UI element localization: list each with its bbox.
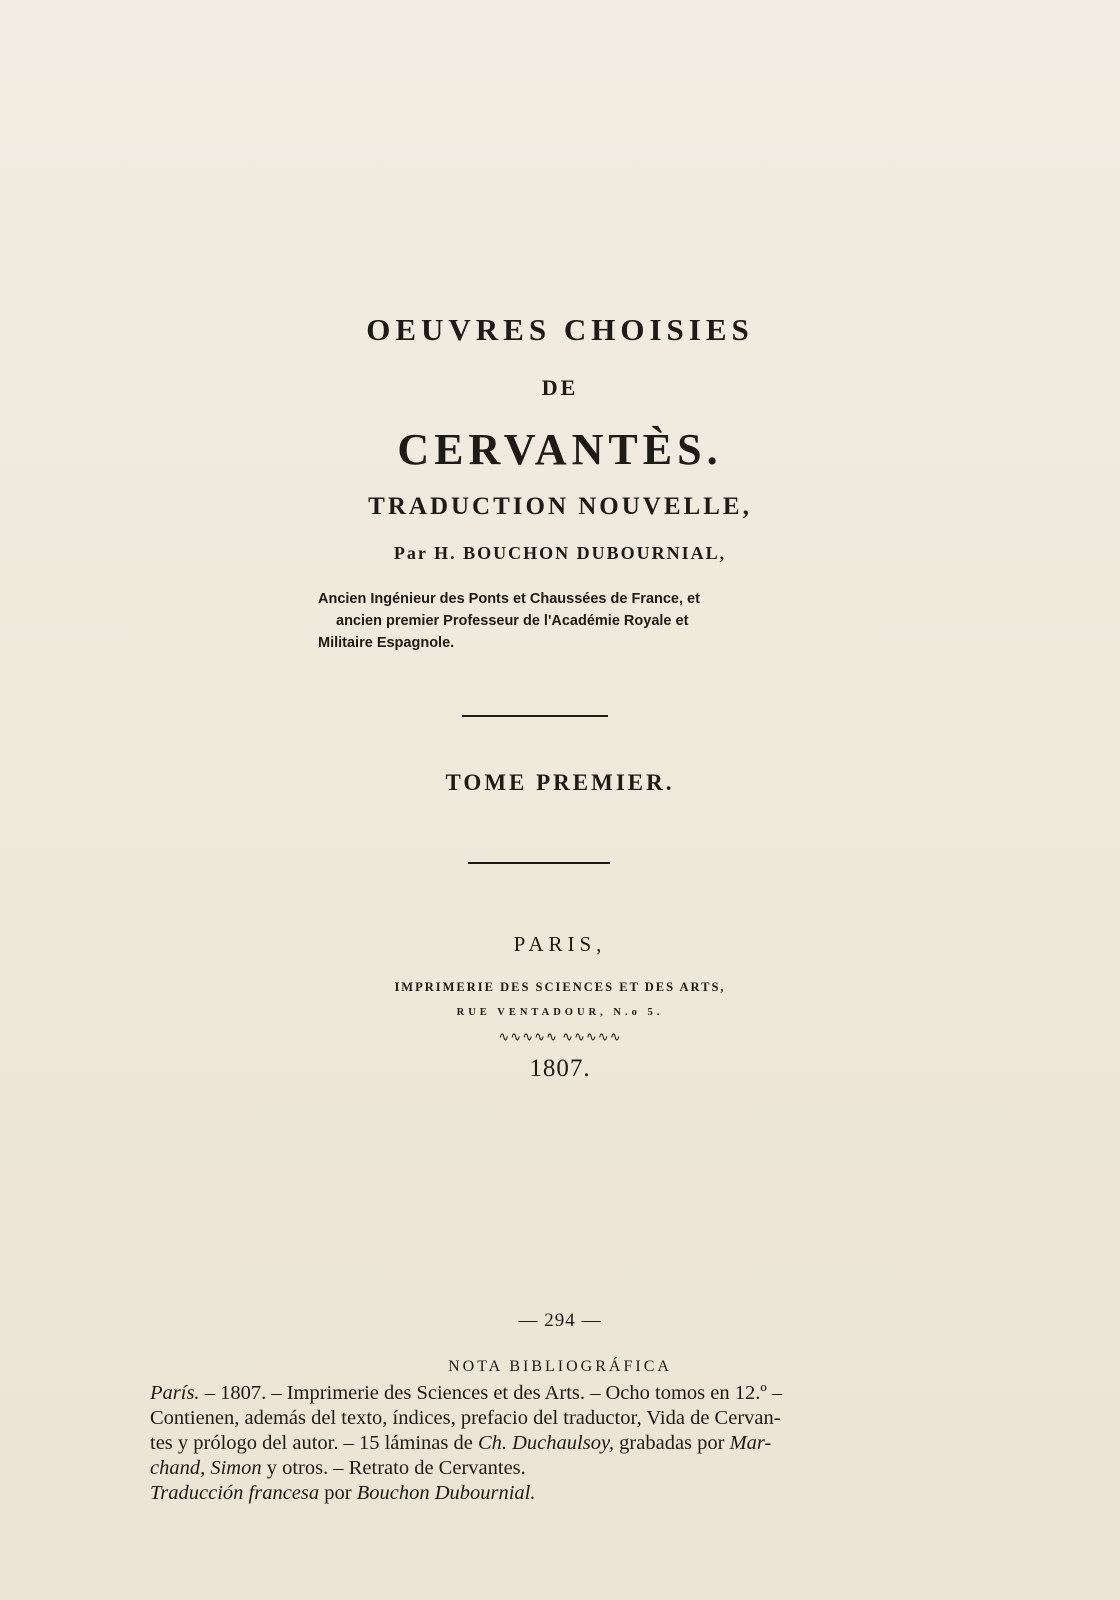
note-text: y otros. – Retrato de Cervantes. <box>261 1457 526 1479</box>
note-text: por <box>319 1482 357 1504</box>
note-city: París. <box>150 1382 200 1404</box>
author-name: CERVANTÈS. <box>397 425 723 474</box>
credentials-line: Militaire Espagnole. <box>318 635 455 651</box>
note-line: Contienen, además del texto, índices, prefacio del traductor, Vida de Cervan- <box>150 1407 781 1429</box>
note-text: grabadas por <box>614 1432 730 1454</box>
note-text: tes y prólogo del autor. – 15 láminas de <box>150 1432 478 1454</box>
note-illustrator: Ch. Duchaulsoy, <box>477 1432 615 1454</box>
publication-year: 1807. <box>529 1055 591 1082</box>
subtitle: TRADUCTION NOUVELLE, <box>368 493 752 520</box>
note-engraver: chand, Simon <box>150 1457 262 1479</box>
note-line <box>150 1431 928 1456</box>
note-heading: NOTA BIBLIOGRÁFICA <box>448 1358 672 1375</box>
credentials-line: ancien premier Professeur de l'Académie Royale et <box>336 613 689 629</box>
page-number: — 294 — <box>518 1310 602 1331</box>
book-title: OEUVRES CHOISIES <box>366 312 754 347</box>
translator-line: Par H. BOUCHON DUBOURNIAL, <box>393 543 727 563</box>
bibliographic-note <box>150 1381 928 1506</box>
note-translator: Bouchon Dubournial. <box>356 1482 536 1504</box>
printer-address: RUE VENTADOUR, N.o 5. <box>456 1007 664 1018</box>
note-line <box>150 1381 928 1406</box>
note-engraver: Mar- <box>729 1432 772 1454</box>
translator-credentials <box>318 588 746 654</box>
divider-rule <box>462 715 608 717</box>
note-text: – 1807. – Imprimerie des Sciences et des Arts. – Ocho tomos en 12.º – <box>204 1382 783 1404</box>
note-line <box>150 1456 928 1481</box>
note-line <box>150 1481 928 1506</box>
printer-name: IMPRIMERIE DES SCIENCES ET DES ARTS, <box>394 980 726 994</box>
divider-rule <box>468 862 610 864</box>
note-translation-label: Traducción francesa <box>150 1482 320 1504</box>
title-de: DE <box>541 375 579 400</box>
ornament-wave: ∿∿∿∿∿ ∿∿∿∿∿ <box>498 1029 622 1044</box>
volume-label: TOME PREMIER. <box>445 770 675 795</box>
credentials-line: Ancien Ingénieur des Ponts et Chaussées de France, et <box>318 591 700 607</box>
publication-place: PARIS, <box>513 932 607 956</box>
